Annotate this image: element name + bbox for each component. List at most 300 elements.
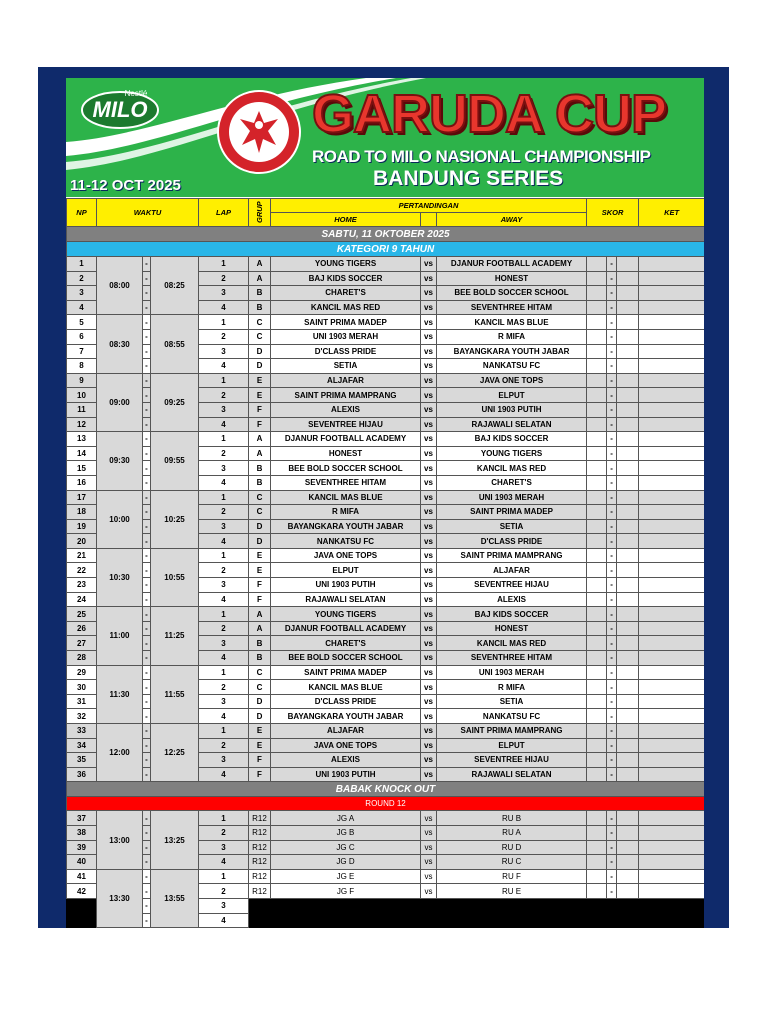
away-score (617, 286, 639, 301)
match-row (67, 490, 705, 505)
header-skor: SKOR (587, 199, 639, 227)
start-time: 09:00 (97, 373, 143, 431)
group-code: C (249, 329, 271, 344)
away-team: SAINT PRIMA MAMPRANG (437, 548, 587, 563)
field-number: 1 (199, 869, 249, 884)
score-separator: - (607, 607, 617, 622)
time-separator: - (143, 855, 151, 870)
away-score (617, 490, 639, 505)
match-number: 38 (67, 825, 97, 840)
time-separator: - (143, 271, 151, 286)
home-score (587, 286, 607, 301)
versus-label: vs (421, 811, 437, 826)
home-team: SAINT PRIMA MAMPRANG (271, 388, 421, 403)
score-separator: - (607, 534, 617, 549)
match-number: 1 (67, 257, 97, 272)
home-team (271, 898, 421, 913)
away-score (617, 592, 639, 607)
match-note (639, 651, 704, 666)
match-row (67, 811, 705, 826)
away-team: KANCIL MAS BLUE (437, 315, 587, 330)
group-code: B (249, 286, 271, 301)
home-team: BAYANGKARA YOUTH JABAR (271, 519, 421, 534)
match-number: 39 (67, 840, 97, 855)
versus-label: vs (421, 651, 437, 666)
group-code: R12 (249, 884, 271, 899)
home-score (587, 257, 607, 272)
score-separator: - (607, 563, 617, 578)
match-number: 40 (67, 855, 97, 870)
tournament-subtitle: ROAD TO MILO NASIONAL CHAMPIONSHIP (312, 147, 651, 166)
home-score (587, 402, 607, 417)
time-separator: - (143, 329, 151, 344)
match-number: 3 (67, 286, 97, 301)
match-note (639, 811, 704, 826)
field-number: 2 (199, 825, 249, 840)
time-separator: - (143, 607, 151, 622)
away-score (617, 315, 639, 330)
match-number: 42 (67, 884, 97, 899)
score-separator: - (607, 767, 617, 782)
group-code: E (249, 563, 271, 578)
away-score (617, 607, 639, 622)
match-note (639, 840, 704, 855)
time-separator: - (143, 753, 151, 768)
away-score (617, 475, 639, 490)
group-code: F (249, 417, 271, 432)
match-number: 33 (67, 724, 97, 739)
time-separator: - (143, 840, 151, 855)
match-note (639, 432, 704, 447)
score-separator: - (607, 694, 617, 709)
group-code: E (249, 548, 271, 563)
time-separator: - (143, 286, 151, 301)
away-score (617, 388, 639, 403)
time-separator: - (143, 505, 151, 520)
away-score (617, 898, 639, 913)
away-score (617, 300, 639, 315)
field-number: 3 (199, 694, 249, 709)
time-separator: - (143, 563, 151, 578)
time-separator: - (143, 636, 151, 651)
field-number: 2 (199, 271, 249, 286)
field-number: 4 (199, 300, 249, 315)
score-separator: - (607, 373, 617, 388)
away-score (617, 563, 639, 578)
time-separator: - (143, 402, 151, 417)
time-separator: - (143, 898, 151, 913)
versus-label: vs (421, 505, 437, 520)
score-separator: - (607, 738, 617, 753)
end-time: 11:55 (151, 665, 199, 723)
group-code: R12 (249, 855, 271, 870)
home-team: SEVENTREE HIJAU (271, 417, 421, 432)
home-score (587, 432, 607, 447)
away-score (617, 665, 639, 680)
match-row (67, 315, 705, 330)
start-time: 08:00 (97, 257, 143, 315)
away-team: RU F (437, 869, 587, 884)
match-note (639, 417, 704, 432)
group-code: C (249, 505, 271, 520)
field-number: 2 (199, 680, 249, 695)
home-score (587, 621, 607, 636)
home-team: BEE BOLD SOCCER SCHOOL (271, 461, 421, 476)
home-score (587, 855, 607, 870)
away-team: SETIA (437, 519, 587, 534)
away-team: SEVENTHREE HITAM (437, 300, 587, 315)
time-separator: - (143, 825, 151, 840)
header-grup: GRUP (249, 199, 271, 227)
time-separator: - (143, 884, 151, 899)
match-number: 16 (67, 475, 97, 490)
score-separator: - (607, 359, 617, 374)
field-number: 2 (199, 388, 249, 403)
home-score (587, 505, 607, 520)
match-note (639, 519, 704, 534)
match-note (639, 738, 704, 753)
match-note (639, 257, 704, 272)
away-score (617, 344, 639, 359)
match-number: 37 (67, 811, 97, 826)
away-team: RAJAWALI SELATAN (437, 767, 587, 782)
home-score (587, 607, 607, 622)
score-separator: - (607, 329, 617, 344)
match-number: 29 (67, 665, 97, 680)
home-score (587, 534, 607, 549)
away-team: SAINT PRIMA MAMPRANG (437, 724, 587, 739)
svg-text:MILO: MILO (92, 97, 148, 122)
field-number: 4 (199, 475, 249, 490)
match-note (639, 490, 704, 505)
group-code: R12 (249, 840, 271, 855)
home-score (587, 315, 607, 330)
match-number: 2 (67, 271, 97, 286)
category-row (67, 242, 705, 257)
match-note (639, 767, 704, 782)
score-separator: - (607, 432, 617, 447)
group-code: B (249, 475, 271, 490)
away-team: RU D (437, 840, 587, 855)
time-separator: - (143, 869, 151, 884)
away-score (617, 869, 639, 884)
match-note (639, 884, 704, 899)
home-team: JG D (271, 855, 421, 870)
field-number: 3 (199, 898, 249, 913)
field-number: 4 (199, 534, 249, 549)
home-team: SETIA (271, 359, 421, 374)
field-number: 4 (199, 913, 249, 928)
away-team: BAYANGKARA YOUTH JABAR (437, 344, 587, 359)
home-score (587, 884, 607, 899)
end-time: 10:25 (151, 490, 199, 548)
match-number (67, 898, 97, 913)
match-number: 21 (67, 548, 97, 563)
home-score (587, 709, 607, 724)
field-number: 1 (199, 490, 249, 505)
away-score (617, 913, 639, 928)
field-number: 3 (199, 840, 249, 855)
versus-label: vs (421, 621, 437, 636)
group-code: F (249, 767, 271, 782)
away-score (617, 446, 639, 461)
match-number: 31 (67, 694, 97, 709)
versus-label: vs (421, 636, 437, 651)
group-code: E (249, 738, 271, 753)
score-separator (607, 898, 617, 913)
score-separator: - (607, 578, 617, 593)
start-time: 10:30 (97, 548, 143, 606)
away-team: BAJ KIDS SOCCER (437, 432, 587, 447)
home-score (587, 359, 607, 374)
versus-label: vs (421, 884, 437, 899)
field-number: 2 (199, 505, 249, 520)
match-note (639, 344, 704, 359)
away-team: RAJAWALI SELATAN (437, 417, 587, 432)
match-note (639, 534, 704, 549)
score-separator: - (607, 490, 617, 505)
category-label: KATEGORI 9 TAHUN (67, 242, 705, 257)
home-team: ALEXIS (271, 402, 421, 417)
match-number: 27 (67, 636, 97, 651)
away-team: UNI 1903 PUTIH (437, 402, 587, 417)
group-code: C (249, 490, 271, 505)
home-team: YOUNG TIGERS (271, 257, 421, 272)
match-note (639, 578, 704, 593)
match-note (639, 461, 704, 476)
event-banner (66, 78, 704, 197)
home-team: BAJ KIDS SOCCER (271, 271, 421, 286)
away-score (617, 402, 639, 417)
score-separator: - (607, 753, 617, 768)
home-team: NANKATSU FC (271, 534, 421, 549)
home-score (587, 446, 607, 461)
match-number: 36 (67, 767, 97, 782)
round-label: ROUND 12 (67, 797, 705, 811)
match-note (639, 913, 704, 928)
away-score (617, 680, 639, 695)
match-note (639, 592, 704, 607)
match-row (67, 607, 705, 622)
score-separator: - (607, 315, 617, 330)
knockout-row (67, 782, 705, 797)
match-row (67, 432, 705, 447)
home-score (587, 665, 607, 680)
match-note (639, 402, 704, 417)
match-note (639, 680, 704, 695)
group-code: A (249, 257, 271, 272)
match-number: 13 (67, 432, 97, 447)
match-number: 7 (67, 344, 97, 359)
field-number: 1 (199, 548, 249, 563)
match-note (639, 709, 704, 724)
match-note (639, 548, 704, 563)
end-time: 13:25 (151, 811, 199, 869)
group-code: D (249, 709, 271, 724)
home-score (587, 651, 607, 666)
home-score (587, 475, 607, 490)
time-separator: - (143, 373, 151, 388)
away-score (617, 884, 639, 899)
away-team: SEVENTHREE HITAM (437, 651, 587, 666)
home-score (587, 344, 607, 359)
field-number: 1 (199, 811, 249, 826)
field-number: 2 (199, 563, 249, 578)
field-number: 3 (199, 753, 249, 768)
day-row (67, 227, 705, 242)
away-team: SEVENTREE HIJAU (437, 753, 587, 768)
time-separator: - (143, 388, 151, 403)
versus-label: vs (421, 417, 437, 432)
away-score (617, 534, 639, 549)
group-code: E (249, 388, 271, 403)
field-number: 2 (199, 329, 249, 344)
match-note (639, 636, 704, 651)
home-score (587, 694, 607, 709)
time-separator: - (143, 519, 151, 534)
match-number: 22 (67, 563, 97, 578)
versus-label: vs (421, 329, 437, 344)
away-team: RU C (437, 855, 587, 870)
away-score (617, 621, 639, 636)
field-number: 4 (199, 592, 249, 607)
time-separator: - (143, 694, 151, 709)
versus-label: vs (421, 694, 437, 709)
field-number: 4 (199, 359, 249, 374)
group-code: D (249, 694, 271, 709)
home-team: JG B (271, 825, 421, 840)
home-team: JG F (271, 884, 421, 899)
header-pertandingan: PERTANDINGAN (271, 199, 587, 213)
tournament-dates: 11-12 OCT 2025 (70, 177, 181, 194)
versus-label: vs (421, 490, 437, 505)
home-team: SEVENTHREE HITAM (271, 475, 421, 490)
home-team: SAINT PRIMA MADEP (271, 315, 421, 330)
versus-label: vs (421, 286, 437, 301)
group-code: R12 (249, 869, 271, 884)
time-separator: - (143, 475, 151, 490)
score-separator: - (607, 519, 617, 534)
header-lap: LAP (199, 199, 249, 227)
score-separator: - (607, 680, 617, 695)
group-code: D (249, 359, 271, 374)
away-score (617, 651, 639, 666)
score-separator: - (607, 869, 617, 884)
match-row (67, 257, 705, 272)
match-number: 20 (67, 534, 97, 549)
away-score (617, 855, 639, 870)
versus-label: vs (421, 373, 437, 388)
group-code (249, 898, 271, 913)
away-team: YOUNG TIGERS (437, 446, 587, 461)
match-note (639, 329, 704, 344)
away-team: BEE BOLD SOCCER SCHOOL (437, 286, 587, 301)
score-separator: - (607, 344, 617, 359)
match-number: 18 (67, 505, 97, 520)
home-team (271, 913, 421, 928)
time-separator: - (143, 548, 151, 563)
home-team: JG E (271, 869, 421, 884)
match-note (639, 563, 704, 578)
group-code: A (249, 432, 271, 447)
away-score (617, 257, 639, 272)
match-number: 4 (67, 300, 97, 315)
home-team: JG C (271, 840, 421, 855)
time-separator: - (143, 592, 151, 607)
versus-label: vs (421, 534, 437, 549)
score-separator: - (607, 709, 617, 724)
day-label: SABTU, 11 OKTOBER 2025 (67, 227, 705, 242)
versus-label: vs (421, 519, 437, 534)
versus-label: vs (421, 257, 437, 272)
versus-label: vs (421, 300, 437, 315)
match-number: 11 (67, 402, 97, 417)
match-note (639, 898, 704, 913)
group-code: C (249, 680, 271, 695)
group-code: A (249, 271, 271, 286)
time-separator: - (143, 709, 151, 724)
home-score (587, 636, 607, 651)
end-time: 12:25 (151, 724, 199, 782)
time-separator: - (143, 680, 151, 695)
start-time: 13:00 (97, 811, 143, 869)
versus-label: vs (421, 563, 437, 578)
away-score (617, 373, 639, 388)
header-home: HOME (271, 213, 421, 227)
match-number: 12 (67, 417, 97, 432)
home-score (587, 417, 607, 432)
header-np: NP (67, 199, 97, 227)
home-score (587, 461, 607, 476)
score-separator: - (607, 724, 617, 739)
away-team: SAINT PRIMA MADEP (437, 505, 587, 520)
time-separator: - (143, 738, 151, 753)
home-team: KANCIL MAS RED (271, 300, 421, 315)
score-separator: - (607, 592, 617, 607)
versus-label: vs (421, 359, 437, 374)
match-note (639, 300, 704, 315)
versus-label: vs (421, 388, 437, 403)
home-score (587, 738, 607, 753)
group-code: B (249, 636, 271, 651)
away-team: KANCIL MAS RED (437, 461, 587, 476)
away-team: ALJAFAR (437, 563, 587, 578)
match-number: 8 (67, 359, 97, 374)
field-number: 2 (199, 446, 249, 461)
versus-label: vs (421, 738, 437, 753)
field-number: 2 (199, 884, 249, 899)
home-team: DJANUR FOOTBALL ACADEMY (271, 432, 421, 447)
away-team: NANKATSU FC (437, 709, 587, 724)
group-code: E (249, 373, 271, 388)
home-team: R MIFA (271, 505, 421, 520)
time-separator: - (143, 359, 151, 374)
away-team: BAJ KIDS SOCCER (437, 607, 587, 622)
match-row (67, 869, 705, 884)
match-number: 17 (67, 490, 97, 505)
match-row (67, 548, 705, 563)
home-team: YOUNG TIGERS (271, 607, 421, 622)
away-score (617, 709, 639, 724)
time-separator: - (143, 461, 151, 476)
field-number: 4 (199, 855, 249, 870)
home-team: BAYANGKARA YOUTH JABAR (271, 709, 421, 724)
away-team: SEVENTREE HIJAU (437, 578, 587, 593)
home-score (587, 898, 607, 913)
versus-label: vs (421, 665, 437, 680)
score-separator: - (607, 286, 617, 301)
field-number: 4 (199, 767, 249, 782)
